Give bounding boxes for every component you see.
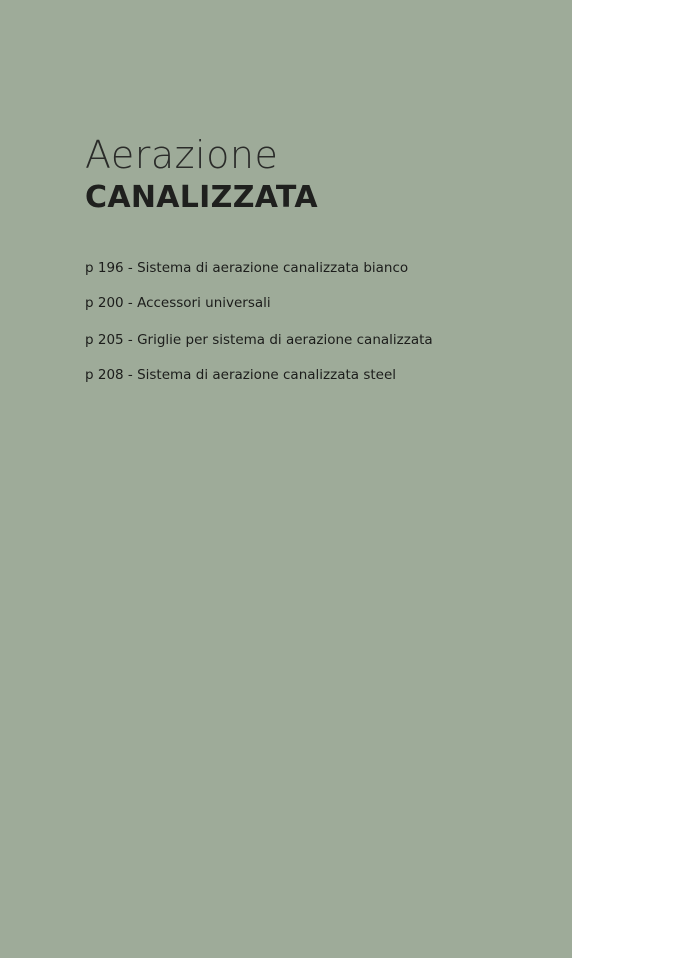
toc-item[interactable]: p 196 - Sistema di aerazione canalizzata bianco [85, 260, 409, 276]
toc-item[interactable]: p 205 - Griglie per sistema di aerazione canalizzata [85, 331, 433, 348]
section-title-line2: CANALIZZATA [85, 180, 318, 215]
toc-item[interactable]: p 200 - Accessori universali [85, 295, 271, 311]
toc-item[interactable]: p 208 - Sistema di aerazione canalizzata steel [85, 366, 397, 383]
section-title-line1: Aerazione [85, 133, 279, 177]
table-of-contents [85, 258, 433, 385]
